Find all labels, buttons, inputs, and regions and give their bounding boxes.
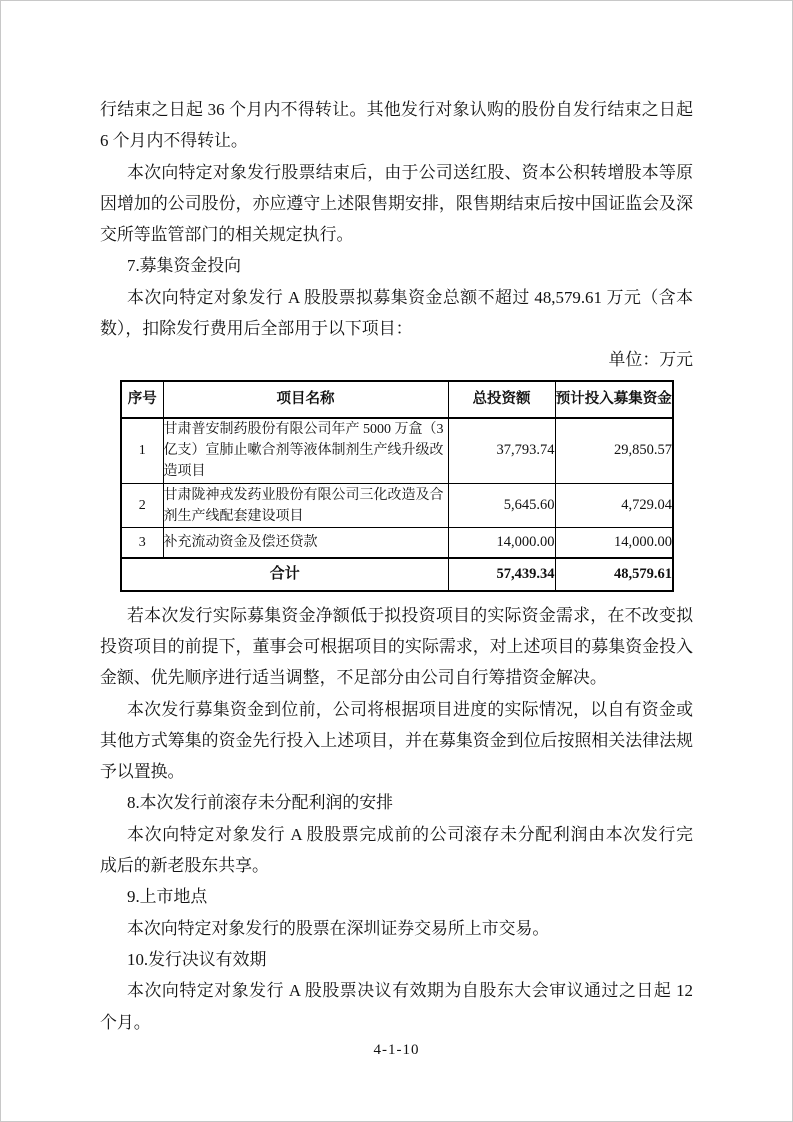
paragraph-line: 本次向特定对象发行 A 股股票决议有效期为自股东大会审议通过之日起 12 — [127, 981, 693, 1001]
paragraph-line: 成后的新老股东共享。 — [100, 856, 269, 876]
cell-project-name: 补充流动资金及偿还贷款 — [163, 528, 448, 558]
table-row — [121, 484, 673, 528]
paragraph-line: 投资项目的前提下，董事会可根据项目的实际需求，对上述项目的募集资金投入 — [100, 636, 693, 656]
table-unit-label: 单位：万元 — [608, 350, 693, 370]
cell-total-label: 合计 — [121, 558, 448, 591]
paragraph-line: 行结束之日起 36 个月内不得转让。其他发行对象认购的股份自发行结束之日起 — [100, 100, 693, 119]
page-number: 4-1-10 — [373, 1042, 420, 1058]
header-cell-index: 序号 — [121, 381, 163, 418]
paragraph-line: 予以置换。 — [100, 762, 185, 782]
paragraph-line: 因增加的公司股份，亦应遵守上述限售期安排，限售期结束后按中国证监会及深 — [100, 193, 693, 213]
section-heading-9: 9.上市地点 — [127, 887, 208, 907]
cell-raised-funds: 29,850.57 — [555, 418, 673, 484]
table-row — [121, 528, 673, 558]
paragraph-line: 数），扣除发行费用后全部用于以下项目： — [100, 319, 413, 339]
table-total-row — [121, 558, 673, 591]
document-body — [100, 94, 693, 1038]
cell-total-investment: 14,000.00 — [448, 528, 555, 558]
cell-index: 2 — [121, 484, 163, 528]
cell-project-name: 甘肃普安制药股份有限公司年产 5000 万盒（3 亿支）宣肺止嗽合剂等液体制剂生产线升级改造项目 — [163, 418, 448, 484]
paragraph-line: 个月。 — [100, 1012, 151, 1032]
paragraph-line: 其他方式筹集的资金先行投入上述项目，并在募集资金到位后按照相关法律法规 — [100, 730, 693, 750]
paragraph-line: 交所等监管部门的相关规定执行。 — [100, 225, 354, 245]
cell-raised-funds: 4,729.04 — [555, 484, 673, 528]
header-cell-raised-funds: 预计投入募集资金 — [555, 381, 673, 418]
cell-raised-funds-sum: 48,579.61 — [555, 558, 673, 591]
paragraph-line: 本次向特定对象发行 A 股股票完成前的公司滚存未分配利润由本次发行完 — [127, 824, 693, 844]
table-header-row — [121, 381, 673, 418]
header-cell-project-name: 项目名称 — [163, 381, 448, 418]
fundraising-projects-table — [120, 380, 674, 592]
paragraph-line: 金额、优先顺序进行适当调整，不足部分由公司自行筹措资金解决。 — [100, 668, 607, 688]
cell-total-investment: 5,645.60 — [448, 484, 555, 528]
table-row — [121, 418, 673, 484]
cell-total-investment: 37,793.74 — [448, 418, 555, 484]
paragraph-line: 本次发行募集资金到位前，公司将根据项目进度的实际情况，以自有资金或 — [127, 699, 693, 719]
section-heading-10: 10.发行决议有效期 — [127, 949, 267, 969]
paragraph-line: 本次向特定对象发行的股票在深圳证券交易所上市交易。 — [127, 918, 550, 938]
section-heading-7: 7.募集资金投向 — [127, 256, 242, 276]
paragraph-line: 本次向特定对象发行 A 股股票拟募集资金总额不超过 48,579.61 万元（含本 — [127, 287, 693, 307]
header-cell-total-investment: 总投资额 — [448, 381, 555, 418]
cell-index: 3 — [121, 528, 163, 558]
paragraph-line: 6 个月内不得转让。 — [100, 131, 248, 151]
cell-project-name: 甘肃陇神戎发药业股份有限公司三化改造及合剂生产线配套建设项目 — [163, 484, 448, 528]
cell-total-investment-sum: 57,439.34 — [448, 558, 555, 591]
cell-raised-funds: 14,000.00 — [555, 528, 673, 558]
section-heading-8: 8.本次发行前滚存未分配利润的安排 — [127, 793, 394, 813]
cell-index: 1 — [121, 418, 163, 484]
paragraph-line: 本次向特定对象发行股票结束后，由于公司送红股、资本公积转增股本等原 — [127, 162, 693, 182]
paragraph-line: 若本次发行实际募集资金净额低于拟投资项目的实际资金需求，在不改变拟 — [127, 605, 693, 625]
